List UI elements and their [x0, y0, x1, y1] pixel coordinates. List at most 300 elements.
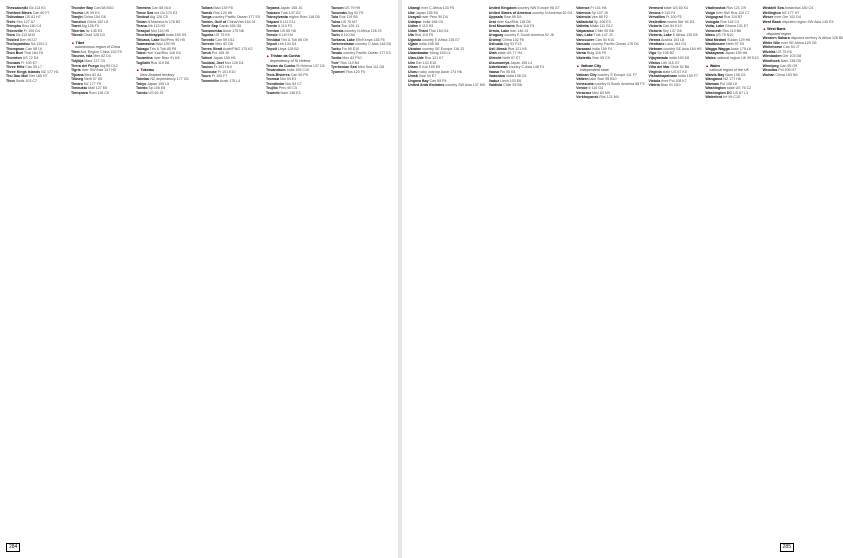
entry-name: Trois-Rivières — [266, 72, 290, 77]
entry-name: Victoria, Lake — [648, 33, 672, 38]
entry-reference: Turk 147 G2 — [280, 10, 301, 15]
entry-reference: Can 55 O9 — [779, 63, 798, 68]
entry-name: Trento — [266, 24, 277, 29]
entry-reference: NZ 177 H6 — [723, 77, 741, 82]
entry-reference: Rus 118 C4 — [720, 19, 739, 24]
entry-reference: Thai 164 G4 — [428, 28, 449, 33]
entry-reference: Laos 164 G4 — [665, 42, 686, 47]
entry-name: Trujillo — [266, 86, 278, 91]
index-entry — [763, 20, 843, 25]
entry-reference: river Peru 90 D4 — [421, 15, 448, 20]
entry-name: Ulaanbaatar — [408, 51, 429, 56]
entry-name: Vitória — [648, 83, 660, 88]
index-entry — [576, 56, 644, 61]
index-entry — [71, 33, 132, 38]
entry-name: Vientiane — [648, 42, 665, 47]
entry-reference: It 111 E11 — [279, 19, 296, 24]
entry-name: Three Hills — [6, 65, 25, 70]
entry-name: Thunder Bay — [71, 6, 93, 10]
entry-reference: Gk 113 M10 — [15, 33, 36, 38]
left-index-columns — [6, 6, 392, 534]
entry-reference: It 110 H4 — [278, 33, 293, 38]
entry-reference: S Kor 155 E5 — [418, 65, 441, 70]
entry-name: Tulsa — [331, 19, 341, 24]
entry-reference: China 154 G6 — [83, 15, 106, 20]
entry-name: Udaipur — [408, 19, 422, 24]
entry-reference: Austria 103 L8 — [661, 37, 685, 42]
entry-reference: country N America 62 D4 — [532, 10, 573, 15]
entry-reference: Austr/PNG 175 K2 — [222, 46, 253, 51]
entry-reference: Den 96 D7 — [19, 37, 37, 42]
entry-reference: Swe 95 D9 — [503, 15, 522, 20]
entry-reference: Trin & Tob 85 P8 — [149, 46, 177, 51]
entry-reference: Mex 82 A1 — [84, 72, 102, 77]
entry-reference: Rus 119 D6 — [150, 60, 170, 65]
entry-name: Tianshui — [71, 19, 86, 24]
entry-name: Wuhan — [762, 72, 775, 77]
entry-name: Uganda — [408, 37, 422, 42]
entry-reference: country Pacific Ocean 177 E3 — [343, 51, 391, 56]
entry-name: Valencia — [576, 10, 591, 15]
entry-name: Wichita — [762, 49, 776, 54]
entry-name: Toulouse — [201, 69, 217, 74]
entry-reference: SA 139 L3 — [30, 42, 48, 47]
right-index-columns — [408, 6, 843, 534]
entry-reference: US 72 D4 — [22, 56, 39, 61]
entry-name: Ust'-Ilimsk — [488, 46, 507, 51]
entry-name: Udine — [408, 24, 418, 29]
entry-name: Timor Sea — [136, 10, 154, 15]
entry-reference: Ger 103 D8 — [782, 54, 802, 59]
entry-name: Thu Dau Mot — [6, 74, 28, 79]
entry-name: Venezuela — [576, 81, 594, 86]
entry-reference: lake Swe 95 B10 — [589, 77, 617, 82]
entry-reference: India 159 D9 — [165, 33, 187, 38]
entry-reference: Japan 155 H6 — [724, 51, 748, 56]
entry-name: Tromsø — [266, 77, 279, 82]
entry-reference: Mor 126 D4 — [224, 60, 244, 65]
entry-name: Vigo — [648, 51, 657, 56]
entry-name: Vaasa — [488, 69, 499, 74]
entry-reference: Mex 83 M9 — [592, 90, 610, 95]
entry-reference: Nor 94 C7 — [285, 81, 302, 86]
entry-name: Tours — [201, 74, 211, 79]
entry-name: Tver' — [331, 60, 340, 65]
entry-reference: US 75 M7 — [341, 19, 358, 24]
entry-name: Turkmenistan — [331, 42, 355, 47]
entry-reference: Tun 126 J1 — [341, 24, 360, 29]
entry-reference: Can 58 N10 — [151, 6, 171, 10]
entry-name: Tirana — [136, 24, 147, 29]
entry-name: Wales — [705, 56, 716, 61]
entry-reference: Fr 101 H10 — [213, 65, 232, 70]
entry-reference: India 158 C6 — [422, 19, 443, 24]
entry-reference: Arg 89 D12 — [99, 63, 118, 68]
entry-reference: Pol 108 L6 — [719, 81, 737, 86]
entry-reference: Lith 115 G7 — [661, 60, 680, 65]
entry-name: Thetford Mines — [6, 10, 32, 15]
entry-name: Umeå — [408, 74, 418, 79]
entry-reference: river Kaz/Rus 118 G4 — [146, 51, 181, 56]
entry-name: Ürümqi — [488, 37, 502, 42]
entry-reference: Ven 88 F2 — [591, 15, 608, 20]
entry-name: Titicaca, Lake — [136, 37, 160, 42]
entry-name: Toubkal, Jbel — [201, 60, 224, 65]
entry-reference: river NW Rus 119 C7 — [715, 10, 750, 15]
entry-reference: state US 65 K4 — [663, 6, 689, 10]
entry-name: Valladolid — [576, 19, 593, 24]
entry-name: Varna — [576, 51, 586, 56]
index-entry — [648, 83, 701, 88]
entry-reference: Iran 146 J3 — [510, 28, 529, 33]
entry-name: Townsville — [201, 78, 220, 83]
index-column — [648, 6, 701, 534]
entry-name: Ulan-Ude — [408, 56, 424, 61]
entry-reference: Chile 93 B8 — [503, 83, 522, 88]
entry-name: Weddell Sea — [762, 6, 784, 10]
heading-marker-icon: ▲ — [71, 40, 75, 45]
entry-name: Thompson — [6, 46, 25, 51]
right-index-page — [402, 0, 843, 558]
entry-name: Tidjikja — [71, 59, 84, 64]
entry-reference: river Ger 102 D4 — [774, 15, 801, 20]
entry-name: Tucumán — [331, 10, 347, 15]
entry-name: Varanasi — [576, 46, 591, 51]
entry-name: Tianjin — [71, 15, 83, 20]
entry-name: Warsaw — [705, 81, 719, 86]
entry-reference: Malta 111 G12 — [589, 24, 613, 29]
entry-reference: Bulg 116 F9 — [586, 51, 607, 56]
entry-reference: Alb 113 H3 — [147, 24, 166, 29]
entry-reference: Neth 97 E7 — [502, 56, 521, 61]
entry-reference: Japan 155 L5 — [147, 81, 170, 86]
entry-reference: Rus 121 O9 — [726, 6, 746, 10]
entry-reference: Rus 119 B6 — [722, 28, 741, 33]
entry-reference: Leb 144 D4 — [277, 42, 297, 47]
entry-name: Venice — [576, 86, 588, 91]
entry-reference: state US 67 K5 — [662, 69, 687, 74]
entry-name: Utrecht — [488, 56, 502, 61]
entry-name: Tunisia — [331, 28, 344, 33]
entry-name: Tijuana — [71, 72, 84, 77]
entry-reference: Sp 107 J5 — [591, 10, 608, 15]
entry-reference: Antarctica 180 C4 — [784, 6, 814, 10]
entry-name: Tsumeb — [266, 90, 280, 95]
entry-name: Trabzon — [266, 10, 280, 15]
entry-reference: India 159 F4 — [591, 46, 612, 51]
entry-reference: Gk 113 K3 — [28, 6, 46, 10]
entry-name: Toruń — [201, 51, 211, 56]
entry-reference: Fr 100 G4 — [23, 28, 40, 33]
entry-reference: Austr 175 N6 — [222, 28, 244, 33]
index-entry — [266, 47, 327, 52]
entry-reference: Nam 138 E3 — [280, 90, 301, 95]
entry-reference: Bhu 160 C4 — [22, 24, 42, 29]
index-column — [576, 6, 644, 534]
entry-name: Turin — [331, 33, 340, 38]
index-entry — [576, 95, 644, 100]
entry-reference: state US 77 H4 — [497, 51, 523, 56]
entry-reference: St Helena 137 C8 — [296, 63, 325, 68]
entry-reference: river Braz 91 K8 — [153, 56, 180, 61]
entry-name: Thimphu — [6, 24, 22, 29]
entry-reference: Sen 127 A7 — [16, 19, 35, 24]
entry-name: Ungava Bay — [408, 78, 429, 83]
entry-reference: Rus 118 F3 — [515, 24, 535, 29]
entry-name: Uruguay — [488, 33, 504, 38]
entry-name: Vladivostok — [705, 6, 726, 10]
entry-name: Tinian — [136, 19, 147, 24]
entry-name: Tuvalu — [331, 51, 343, 56]
entry-name: Tiberias — [71, 28, 85, 33]
entry-name: Thun — [6, 78, 15, 83]
entry-reference: river SE Africa 129 G6 — [780, 40, 817, 45]
entry-name: Tripoli — [266, 42, 277, 47]
entry-reference: Ger 103 E10 — [415, 60, 437, 65]
entry-name: Timișoara — [71, 90, 88, 95]
entry-name: Thon Buri — [6, 51, 23, 56]
entry-name: Tokelau — [136, 77, 150, 82]
entry-reference: Bol/Peru 90 H5 — [160, 37, 185, 42]
entry-reference: Braz 91 N10 — [660, 83, 681, 88]
entry-name: Ushuaia — [488, 42, 503, 47]
entry-reference: Can 59 P4 — [429, 78, 447, 83]
entry-name: Whitehorse — [762, 45, 783, 50]
entry-reference: US 75 K5 — [214, 33, 230, 38]
entry-name: United Kingdom — [488, 6, 517, 10]
entry-name: Wrocław — [762, 68, 778, 73]
entry-reference: country E South America 92 J6 — [504, 33, 554, 38]
entry-name: Waddenzee — [705, 42, 725, 47]
entry-name: Vijayawada — [648, 56, 668, 61]
entry-name: Uluru — [408, 69, 418, 74]
entry-reference: river C Africa 133 F5 — [421, 6, 454, 10]
entry-name: Tucson — [331, 6, 344, 10]
entry-name: Washington — [705, 86, 726, 91]
entry-reference: China/Viet 164 J4 — [227, 19, 256, 24]
heading-title: West Bank — [767, 27, 786, 32]
entry-name: Tunis — [331, 24, 341, 29]
entry-reference: Viet 165 H7 — [28, 74, 48, 79]
entry-reference: rocky outcrop Austr 174 H6 — [418, 69, 462, 74]
entry-reference: country C Asia 148 D5 — [355, 42, 392, 47]
entry-name: Tiburón, Isla — [71, 54, 93, 59]
entry-name: White Nile — [762, 40, 780, 45]
heading-marker-icon: ▲ — [705, 63, 709, 68]
entry-reference: Maur 127 C5 — [84, 59, 106, 64]
entry-name: Torres Strait — [201, 46, 223, 51]
index-entry — [705, 95, 758, 100]
entry-name: Tottori — [201, 56, 213, 61]
entry-reference: country NW Europe 98 G7 — [517, 6, 560, 10]
entry-reference: country N South America 88 F3 — [594, 81, 645, 86]
entry-reference: Pol 108 J5 — [211, 51, 229, 56]
entry-name: Ubangi — [408, 6, 421, 10]
index-column — [489, 6, 572, 534]
index-entry — [763, 73, 843, 78]
entry-reference: US 65 H8 — [280, 28, 296, 33]
entry-reference: Fr 100 F5 — [666, 15, 682, 20]
entry-name: Tomsk — [201, 10, 213, 15]
entry-name: Toamasina — [136, 42, 155, 47]
entry-name: Ulm — [408, 60, 415, 65]
entry-reference: Mad 139 H5 — [155, 42, 176, 47]
entry-reference: Japan 155 L4 — [510, 60, 533, 65]
entry-reference: Mex 83 P10 — [342, 56, 362, 61]
entry-reference: Neth 97 D9 — [84, 77, 103, 82]
entry-reference: country S Europe 111 F7 — [597, 72, 637, 77]
entry-name: Tibesti — [71, 33, 83, 38]
entry-name: Tocantins — [136, 56, 153, 61]
entry-reference: Sp 106 E3 — [593, 19, 611, 24]
page-number-left: 284 — [6, 543, 20, 552]
entry-name: Veracruz — [576, 90, 592, 95]
entry-name: Vishakhapatnam — [648, 74, 677, 79]
entry-name: Uppsala — [488, 15, 503, 20]
entry-reference: country C Asia 148 F4 — [508, 65, 545, 70]
entry-reference: NZ 177 H1 — [41, 69, 59, 74]
entry-reference: US 79 H9 — [344, 6, 361, 10]
entry-name: Vanuatu — [576, 42, 591, 47]
entry-name: Turku — [331, 46, 341, 51]
entry-name: Thohoyandou — [6, 42, 30, 47]
entry-reference: Chile 92 B6 — [595, 28, 614, 33]
entry-reference: state US 76 C2 — [726, 86, 752, 91]
entry-reference: China 152 L8 — [86, 19, 109, 24]
entry-name: Uzbekistan — [488, 65, 508, 70]
entry-name: Toliara — [201, 6, 213, 10]
heading-marker-icon: ▲ — [762, 27, 767, 32]
entry-reference: country SE Europe 116 J3 — [422, 46, 464, 51]
entry-reference: India 159 F7 — [677, 74, 698, 79]
entry-name: Tibet — [71, 49, 80, 54]
index-entry — [705, 56, 758, 61]
entry-name: Västerås — [576, 56, 592, 61]
entry-name: Toledo — [136, 90, 148, 95]
entry-reference: E Africa 135 E8 — [672, 33, 698, 38]
entry-name: Thisted — [6, 37, 19, 42]
entry-reference: region Rom 116 D5 — [288, 15, 320, 20]
entry-name: Trondheim — [266, 81, 285, 86]
index-entry — [6, 79, 67, 84]
entry-reference: Liech 103 E6 — [500, 78, 522, 83]
entry-reference: Rus 119 B7 — [723, 15, 743, 20]
entry-reference: river SW Asia 147 H5 — [81, 68, 116, 73]
index-column — [408, 6, 485, 534]
entry-name: Ulsan — [408, 65, 418, 70]
entry-name: Tuxtla — [331, 56, 342, 61]
entry-name: Toronto — [201, 37, 215, 42]
entry-reference: India 158 C6 — [505, 74, 527, 79]
entry-name: Waterford — [705, 95, 723, 100]
entry-reference: NZ 177 F9 — [83, 81, 101, 86]
page-number-right: 285 — [780, 543, 794, 552]
entry-name: Ube — [408, 10, 415, 15]
entry-name: Tobago — [136, 46, 149, 51]
entry-name: Ujjain — [408, 42, 418, 47]
entry-name: Tindouf — [136, 15, 150, 20]
entry-name: Tiraspol — [136, 28, 150, 33]
entry-reference: It 110 G4 — [588, 86, 604, 91]
entry-reference: Swe 94 E7 — [418, 74, 437, 79]
entry-reference: US 67 L3 — [732, 90, 748, 95]
entry-reference: Nam 138 D5 — [780, 59, 801, 64]
entry-name: Thionville — [6, 28, 23, 33]
entry-reference: river Kaz/Rus 118 D5 — [496, 19, 531, 24]
entry-name: Vologda — [705, 19, 720, 24]
entry-reference: Alg 126 C5 — [149, 15, 168, 20]
index-entry — [331, 70, 392, 75]
entry-name: Tyrrhenian Sea — [331, 65, 357, 70]
entry-reference: Austr 175 L8 — [730, 46, 751, 51]
entry-name: Volgograd — [705, 15, 723, 20]
index-entry — [201, 79, 262, 84]
entry-reference: Isr 145 E3 — [85, 28, 103, 33]
entry-name: Valparaíso — [576, 28, 595, 33]
entry-name: Toowoomba — [201, 28, 222, 33]
heading-title: Wales — [709, 63, 721, 68]
entry-reference: Sp 106 E5 — [148, 86, 166, 91]
entry-reference: It 110 F3 — [277, 24, 292, 29]
entry-reference: Fin 95 E8 — [499, 69, 516, 74]
entry-reference: Chad 128 D3 — [83, 33, 105, 38]
entry-name: Tierra del Fuego — [71, 63, 99, 68]
entry-reference: national region UK 99 E10 — [716, 56, 759, 61]
entry-name: Torreón — [201, 42, 215, 47]
index-column — [266, 6, 327, 534]
entry-reference: Austr 175 L4 — [219, 78, 241, 83]
entry-reference: Arg 92 F5 — [347, 10, 364, 15]
entry-reference: China 152 F6 — [502, 37, 524, 42]
entry-reference: Eth/Kenya 135 F6 — [355, 37, 385, 42]
entry-name: Tiaret — [71, 24, 81, 29]
entry-name: Wiesbaden — [762, 54, 782, 59]
entry-name: Togliatti — [136, 60, 150, 65]
heading-subtitle: national region of the UK — [709, 68, 749, 73]
entry-name: Timmins — [136, 6, 151, 10]
entry-reference: Swe 95 C9 — [592, 56, 610, 61]
entry-reference: Sudan 129 H6 — [727, 37, 751, 42]
entry-name: Tula — [331, 15, 339, 20]
entry-reference: It 110 B4 — [340, 33, 355, 38]
entry-name: Ukraine — [408, 46, 422, 51]
entry-reference: Can 54 K10 — [662, 24, 682, 29]
entry-name: Vancouver — [576, 37, 595, 42]
heading-marker-icon: ▲ — [266, 54, 270, 59]
entry-reference: Fin 95 E10 — [341, 46, 360, 51]
entry-name: Vermont — [648, 6, 663, 10]
entry-reference: Rus 119 F6 — [414, 33, 434, 38]
entry-reference: NZ 177 H7 — [781, 10, 800, 15]
entry-name: Valdivia — [488, 83, 503, 88]
entry-reference: Thai 164 F6 — [23, 51, 44, 56]
entry-reference: Rus 119 B5 — [339, 15, 358, 20]
entry-reference: Peru 90 C5 — [278, 86, 297, 91]
entry-reference: Nam 138 C5 — [725, 72, 746, 77]
entry-reference: Mong 153 L4 — [429, 51, 451, 56]
entry-name: Verona — [648, 10, 661, 15]
entry-reference: India 158 D6 — [418, 42, 440, 47]
entry-reference: UK 99 E4 — [84, 10, 100, 15]
entry-name: Timbuktu — [71, 86, 88, 91]
entry-name: Udon Thani — [408, 28, 428, 33]
entry-name: Thurso — [71, 10, 84, 15]
entry-name: Voronezh — [705, 28, 722, 33]
entry-name: Ucayali — [408, 15, 421, 20]
entry-reference: Rus 120 H6 — [213, 10, 233, 15]
entry-reference: US 75 N10 — [715, 33, 734, 38]
entry-reference: Japan 155 J4 — [280, 6, 302, 10]
